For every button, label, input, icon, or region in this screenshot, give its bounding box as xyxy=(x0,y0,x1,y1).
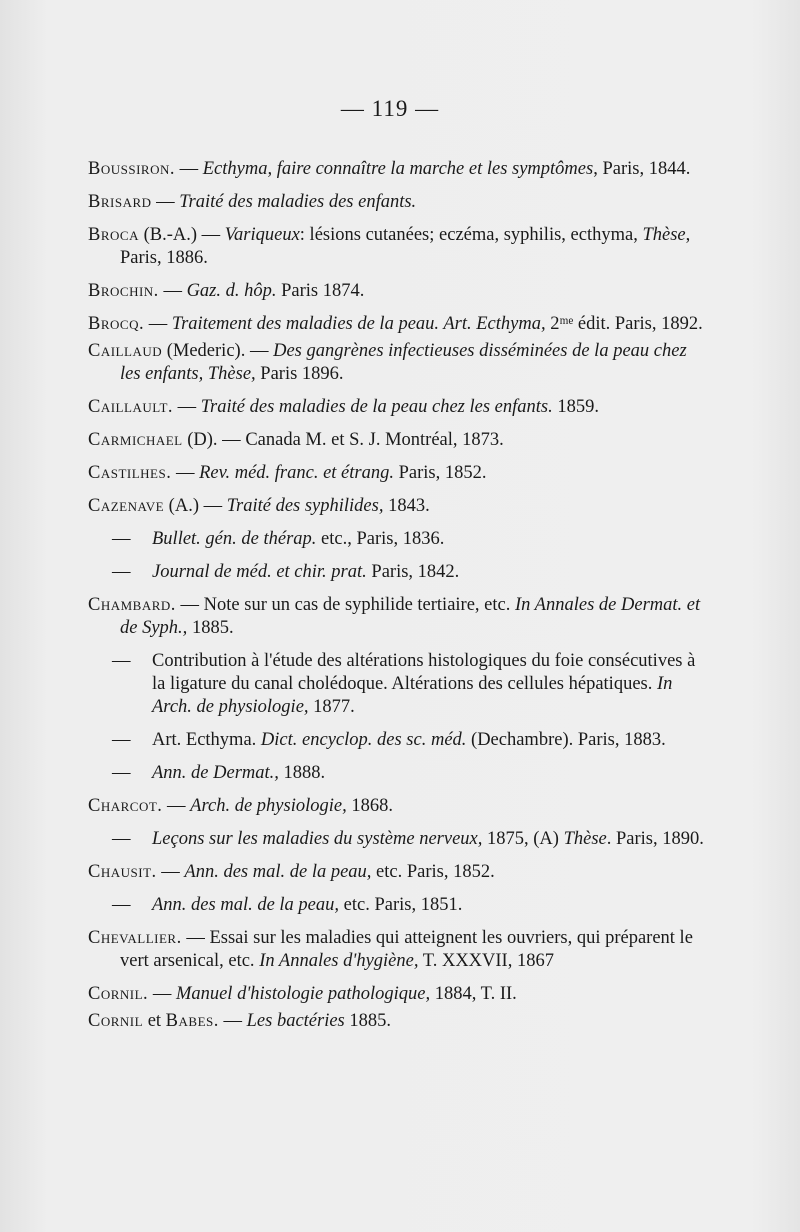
details: 1843. xyxy=(383,496,430,516)
bib-entry-caillaud xyxy=(88,340,708,386)
author-initials: (D). — xyxy=(182,430,246,450)
bib-entry-cornil xyxy=(88,983,708,1006)
author: Chambard. xyxy=(88,595,176,615)
description: Art. Ecthyma. xyxy=(152,730,261,750)
bib-entry-brocq xyxy=(88,313,708,336)
details: : lésions cutanées; eczéma, syphilis, ecthyma, xyxy=(299,225,643,245)
ditto-dash: — xyxy=(112,763,131,783)
author: Cornil xyxy=(88,1011,144,1031)
separator: — xyxy=(218,1011,247,1031)
bib-subentry xyxy=(88,729,708,752)
ditto-dash: — xyxy=(112,829,131,849)
title: Des gangrènes infectieuses disséminées de la peau chez les enfants, Thèse, xyxy=(120,341,687,384)
bib-entry-brisard xyxy=(88,191,708,214)
details: 1888. xyxy=(278,763,326,783)
conjunction: et xyxy=(143,1011,166,1031)
author-initials: (A.) — xyxy=(164,496,227,516)
title: Dict. encyclop. des sc. méd. xyxy=(260,730,467,750)
author: Carmichael xyxy=(88,430,183,450)
details: Paris, 1852. xyxy=(393,463,487,483)
details-secondary: , Paris, 1886. xyxy=(120,225,691,268)
details: T. XXXVII, 1867 xyxy=(418,951,554,971)
title: Ecthyma, faire connaître la marche et les symptômes xyxy=(202,159,594,179)
bib-entry-castilhes xyxy=(88,462,708,485)
bib-entry-charcot xyxy=(88,795,708,818)
bib-entry-broca xyxy=(88,224,708,270)
author: Cornil. xyxy=(88,984,149,1004)
separator: — xyxy=(156,862,185,882)
author: Cazenave xyxy=(88,496,165,516)
title: Arch. de physiologie, xyxy=(190,796,347,816)
separator: — xyxy=(144,314,172,334)
details: Paris, 1842. xyxy=(366,562,460,582)
separator: — xyxy=(162,796,191,816)
author-initials: (Mederic). — xyxy=(162,341,274,361)
ditto-dash: — xyxy=(112,651,131,671)
author: Broca xyxy=(88,225,139,245)
author: Brochin. xyxy=(88,281,159,301)
bib-subentry xyxy=(88,762,708,785)
author: Charcot. xyxy=(88,796,163,816)
page-number: — 119 — xyxy=(340,96,440,121)
title: Leçons sur les maladies du système nerveux, xyxy=(152,829,483,849)
details: etc., Paris, 1836. xyxy=(316,529,445,549)
bib-entry-caillault xyxy=(88,396,708,419)
title: Gaz. d. hôp. xyxy=(186,281,277,301)
bibliography-list xyxy=(88,158,708,1043)
title: In Annales de Dermat. et de Syph., xyxy=(120,595,701,638)
ditto-dash: — xyxy=(112,895,131,915)
separator: — xyxy=(148,984,176,1004)
details: 1877. xyxy=(308,697,355,717)
ditto-dash: — xyxy=(112,730,131,750)
title: Ann. des mal. de la peau, xyxy=(184,862,372,882)
title: Ann. de Dermat., xyxy=(152,763,279,783)
title: Traité des maladies des enfants. xyxy=(179,192,417,212)
title: In Arch. de physiologie, xyxy=(152,674,673,717)
separator: — xyxy=(151,192,180,212)
ditto-dash: — xyxy=(112,562,131,582)
author: Caillault. xyxy=(88,397,174,417)
title: Bullet. gén. de thérap. xyxy=(152,529,317,549)
description: — Essai sur les maladies qui atteignent les ouvriers, qui préparent le vert arsenical, etc. xyxy=(120,928,693,971)
details: 1868. xyxy=(346,796,393,816)
title: Journal de méd. et chir. prat. xyxy=(152,562,367,582)
bib-subentry xyxy=(88,894,708,917)
details: 1875, (A) xyxy=(482,829,564,849)
author: Chausit. xyxy=(88,862,157,882)
title: Manuel d'histologie pathologique, xyxy=(175,984,431,1004)
details: , Paris, 1844. xyxy=(593,159,691,179)
bib-subentry xyxy=(88,650,708,719)
bib-subentry xyxy=(88,528,708,551)
separator: — xyxy=(171,463,200,483)
title-secondary: Thèse xyxy=(642,225,686,245)
title: Les bactéries xyxy=(246,1011,345,1031)
title: Traitement des maladies de la peau. Art. Ecthyma, xyxy=(171,314,546,334)
author: Castilhes. xyxy=(88,463,172,483)
details: Paris 1874. xyxy=(276,281,365,301)
author: Boussiron. xyxy=(88,159,175,179)
bib-entry-cazenave xyxy=(88,495,708,518)
bib-entry-brochin xyxy=(88,280,708,303)
details: etc. Paris, 1852. xyxy=(371,862,495,882)
title: Traité des syphilides, xyxy=(226,496,384,516)
details: etc. Paris, 1851. xyxy=(339,895,463,915)
title: Variqueux xyxy=(224,225,300,245)
separator: — xyxy=(158,281,187,301)
author-secondary: Babes. xyxy=(165,1011,219,1031)
title: Traité des maladies de la peau chez les enfants. xyxy=(200,397,553,417)
description: Contribution à l'étude des altérations histologiques du foie consécutives à la ligature du canal cholédoque. Altérations des cellules hépatiques. xyxy=(152,651,696,694)
description: — Note sur un cas de syphilide tertiaire, etc. xyxy=(175,595,515,615)
details: 1859. xyxy=(552,397,600,417)
separator: — xyxy=(173,397,201,417)
separator: — xyxy=(174,159,203,179)
title-secondary: Thèse xyxy=(563,829,607,849)
details: (Dechambre). Paris, 1883. xyxy=(466,730,666,750)
author: Brocq. xyxy=(88,314,145,334)
details-secondary: . Paris, 1890. xyxy=(606,829,704,849)
details: 1885. xyxy=(344,1011,392,1031)
bib-subentry xyxy=(88,561,708,584)
bib-subentry xyxy=(88,828,708,851)
title: In Annales d'hygiène, xyxy=(259,951,419,971)
bib-entry-cornil-babes xyxy=(88,1010,708,1033)
author: Chevallier. xyxy=(88,928,182,948)
details: 1884, T. II. xyxy=(430,984,517,1004)
title: Rev. méd. franc. et étrang. xyxy=(199,463,394,483)
title: Ann. des mal. de la peau, xyxy=(152,895,340,915)
details: 1885. xyxy=(187,618,234,638)
bib-entry-chambard xyxy=(88,594,708,640)
bib-entry-carmichael xyxy=(88,429,708,452)
details: Paris 1896. xyxy=(255,364,344,384)
ditto-dash: — xyxy=(112,529,131,549)
details: 2ᵐᵉ édit. Paris, 1892. xyxy=(545,314,703,334)
author: Caillaud xyxy=(88,341,163,361)
author: Brisard xyxy=(88,192,152,212)
bib-entry-chevallier xyxy=(88,927,708,973)
author-initials: (B.-A.) — xyxy=(138,225,225,245)
bib-entry-chausit xyxy=(88,861,708,884)
details: Canada M. et S. J. Montréal, 1873. xyxy=(245,430,504,450)
bib-entry-boussiron xyxy=(88,158,708,181)
